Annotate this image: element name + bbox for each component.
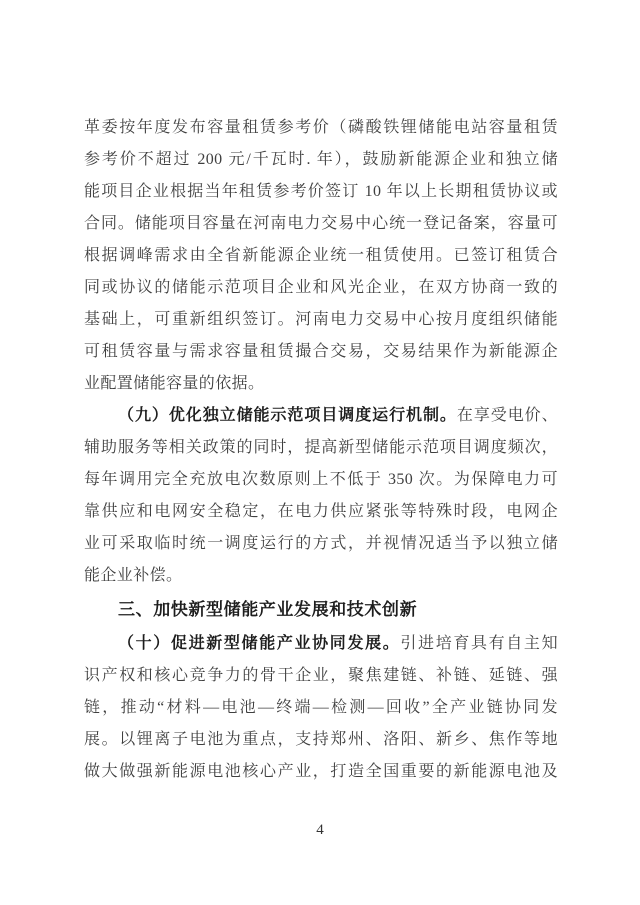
text-line: 辅助服务等相关政策的同时，提高新型储能示范项目调度频次，	[84, 439, 558, 456]
text-line: 靠供应和电网安全稳定，在电力供应紧张等特殊时段，电网企	[84, 503, 558, 520]
text-line: 做大做强新能源电池核心产业，打造全国重要的新能源电池及	[84, 763, 558, 780]
text-run: 在享受电价、	[456, 407, 558, 424]
text-line: 每年调用完全充放电次数原则上不低于 350 次。为保障电力可	[84, 471, 558, 488]
text-line: 识产权和核心竞争力的骨干企业，聚焦建链、补链、延链、强	[84, 667, 558, 684]
text-line: 能企业补偿。	[84, 567, 183, 584]
text-line: 合同。储能项目容量在河南电力交易中心统一登记备案，容量可	[84, 215, 558, 232]
clause-10-title: （十）促进新型储能产业协同发展。	[118, 635, 401, 652]
page-number: 4	[316, 822, 324, 838]
section-heading: 三、加快新型储能产业发展和技术创新	[118, 600, 418, 619]
text-line: 同或协议的储能示范项目企业和风光企业，在双方协商一致的	[84, 279, 558, 296]
paragraph-clause-10	[84, 628, 558, 788]
text-line: 链，推动“材料—电池—终端—检测—回收”全产业链协同发	[84, 699, 558, 716]
text-line: 能项目企业根据当年租赁参考价签订 10 年以上长期租赁协议或	[84, 183, 558, 200]
clause-9-title: （九）优化独立储能示范项目调度运行机制。	[118, 407, 457, 424]
text-line	[84, 400, 558, 432]
text-line: 根据调峰需求由全省新能源企业统一租赁使用。已签订租赁合	[84, 247, 558, 264]
text-line: 参考价不超过 200 元/千瓦时. 年），鼓励新能源企业和独立储	[84, 151, 558, 168]
text-line: 业配置储能容量的依据。	[84, 375, 265, 392]
paragraph-clause-9	[84, 400, 558, 592]
text-line: 业可采取临时统一调度运行的方式，并视情况适当予以独立储	[84, 535, 558, 552]
text-run: 引进培育具有自主知	[400, 635, 558, 652]
paragraph-continuation	[84, 112, 558, 400]
text-line	[84, 628, 558, 660]
text-line: 展。以锂离子电池为重点，支持郑州、洛阳、新乡、焦作等地	[84, 731, 558, 748]
text-line: 革委按年度发布容量租赁参考价（磷酸铁锂储能电站容量租赁	[84, 119, 558, 136]
text-block	[84, 112, 558, 788]
text-line: 可租赁容量与需求容量租赁撮合交易，交易结果作为新能源企	[84, 343, 558, 360]
text-line: 基础上，可重新组织签订。河南电力交易中心按月度组织储能	[84, 311, 558, 328]
